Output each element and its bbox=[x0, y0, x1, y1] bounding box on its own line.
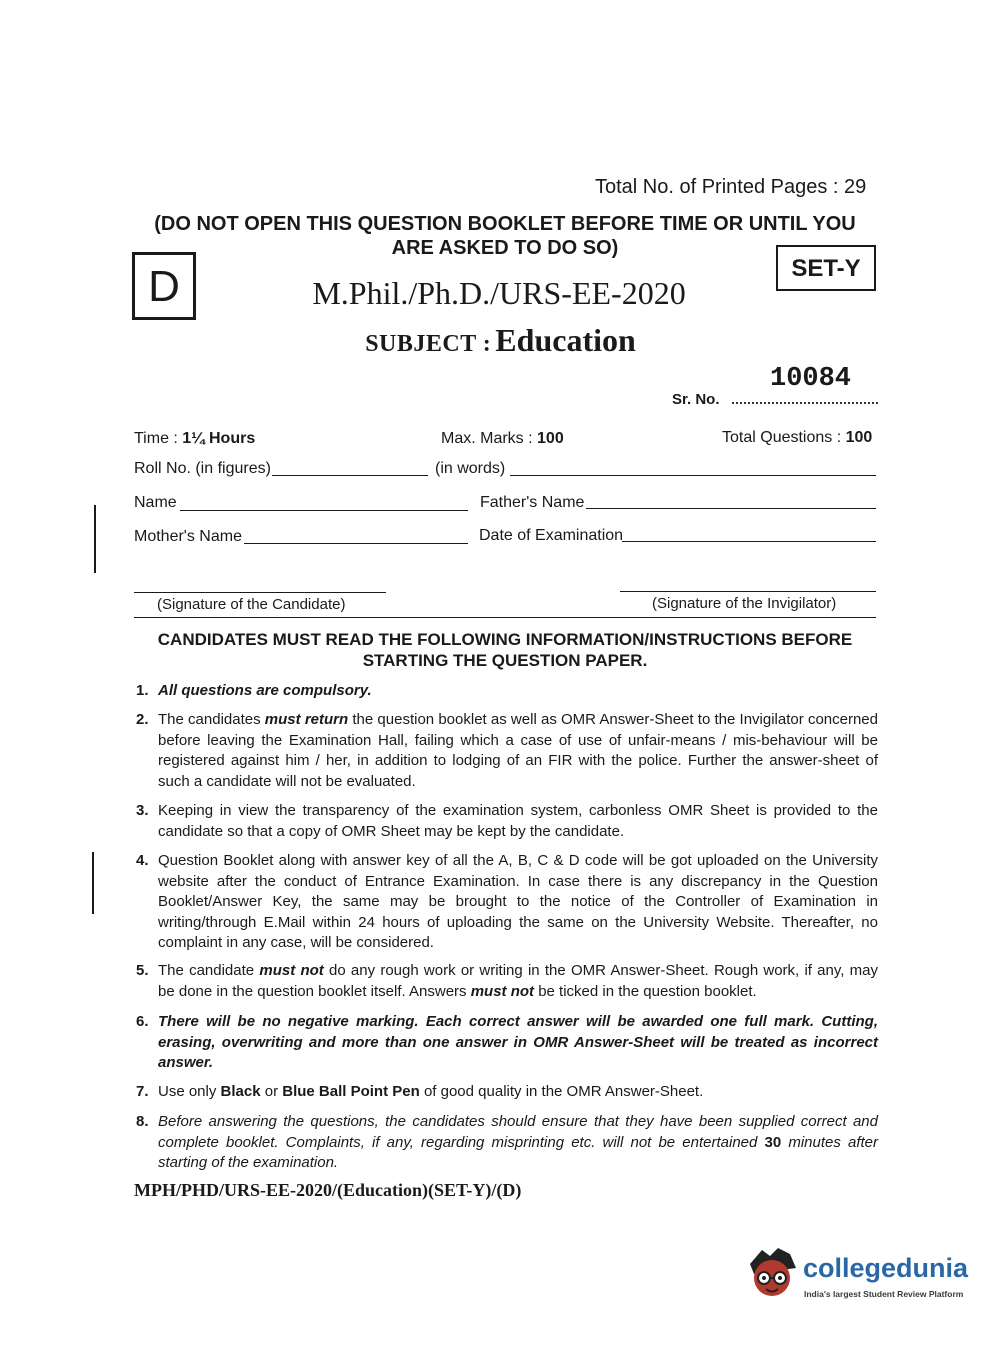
set-box: SET-Y bbox=[776, 245, 876, 291]
instruction-emphasis: must not bbox=[470, 982, 535, 1000]
candidate-signature-line[interactable] bbox=[134, 592, 386, 593]
logo-tagline: India's largest Student Review Platform bbox=[804, 1289, 964, 1299]
exam-title bbox=[0, 275, 1001, 312]
instruction-text bbox=[158, 1112, 878, 1174]
subject-value: Education bbox=[495, 322, 636, 358]
marks-field bbox=[441, 430, 564, 448]
instruction-text-part: or bbox=[260, 1083, 283, 1100]
instruction-text-part: do any rough work or writing in the OMR Answer-Sheet. Rough work, if any, may be done in the question booklet itself. Answers bbox=[158, 962, 878, 1000]
total-pages: Total No. of Printed Pages : 29 bbox=[595, 176, 867, 198]
instruction-text-part: The candidates bbox=[158, 711, 265, 728]
roll-figures-label: Roll No. (in figures) bbox=[134, 460, 271, 477]
serial-dotted-line bbox=[732, 402, 878, 404]
warning-notice bbox=[130, 212, 880, 260]
serial-label: Sr. No. bbox=[672, 391, 720, 408]
instruction-number: 6. bbox=[136, 1013, 149, 1030]
instruction-item bbox=[136, 1082, 878, 1103]
roll-figures-field[interactable] bbox=[272, 475, 428, 476]
instruction-number: 2. bbox=[136, 711, 149, 728]
instructions-heading-line-1: CANDIDATES MUST READ THE FOLLOWING INFORMATION/INSTRUCTIONS BEFORE bbox=[157, 630, 853, 649]
instruction-bold: 30 bbox=[764, 1133, 782, 1151]
name-label: Name bbox=[134, 494, 177, 511]
warning-line-2: ARE ASKED TO DO SO) bbox=[391, 237, 619, 259]
candidate-signature-label: (Signature of the Candidate) bbox=[157, 596, 346, 613]
mother-name-field[interactable] bbox=[244, 543, 468, 544]
serial-number: 10084 bbox=[770, 364, 852, 394]
instruction-item bbox=[136, 801, 878, 842]
paper-code: MPH/PHD/URS-EE-2020/(Education)(SET-Y)/(D) bbox=[134, 1180, 522, 1200]
mascot-graphic bbox=[744, 1244, 800, 1304]
time-label: Time : bbox=[134, 430, 183, 447]
subject-label: SUBJECT : bbox=[365, 331, 492, 357]
roll-words-label: (in words) bbox=[435, 460, 506, 477]
exam-date-field[interactable] bbox=[622, 541, 876, 542]
name-field[interactable] bbox=[180, 510, 468, 511]
instruction-text: Keeping in view the transparency of the examination system, carbonless OMR Sheet is provided to the candidate so that a copy of OMR Sheet may be kept by the candidate. bbox=[158, 802, 878, 840]
instruction-text-part: Before answering the questions, the candidates should ensure that they have been supplied correct and complete booklet. Complaints, if any, regarding misprinting etc. will not be entertained bbox=[158, 1113, 878, 1151]
instruction-number: 4. bbox=[136, 852, 149, 869]
instruction-number: 8. bbox=[136, 1113, 149, 1130]
instruction-text: There will be no negative marking. Each correct answer will be awarded one full mark. Cutting, erasing, overwriting and more than one answer in OMR Answer-Sheet will be treated as incorrect answer. bbox=[158, 1013, 878, 1071]
margin-mark bbox=[92, 852, 94, 914]
instruction-text-part: The candidate bbox=[158, 962, 260, 979]
time-value: 1¼ Hours bbox=[182, 430, 256, 447]
instruction-bold: Black bbox=[220, 1083, 261, 1100]
instruction-number: 3. bbox=[136, 802, 149, 819]
instruction-text-part: minutes after starting of the examination. bbox=[158, 1133, 878, 1171]
questions-label: Total Questions : bbox=[722, 429, 846, 446]
instruction-item bbox=[136, 1012, 878, 1074]
invigilator-signature-line[interactable] bbox=[620, 591, 876, 592]
instruction-text-part: of good quality in the OMR Answer-Sheet. bbox=[419, 1083, 704, 1100]
questions-value: 100 bbox=[845, 429, 873, 446]
roll-words-field[interactable] bbox=[510, 475, 876, 476]
instructions-heading bbox=[130, 629, 880, 671]
instruction-text bbox=[158, 710, 878, 792]
father-name-field[interactable] bbox=[586, 508, 876, 509]
instruction-number: 7. bbox=[136, 1083, 149, 1100]
subject-line bbox=[0, 322, 1001, 359]
instruction-text: Question Booklet along with answer key of all the A, B, C & D code will be got uploaded on the University website after the conduct of Entrance Examination. In case there is any discrepancy in the Question Booklet/Answer Key, the same may be brought to the notice of the Controller of Examination in writing/through E.Mail within 24 hours of uploading the same on the University Website. Thereafter, no complaint in any case, will be considered. bbox=[158, 852, 878, 951]
logo-wordmark: collegedunia bbox=[803, 1253, 969, 1283]
margin-mark bbox=[94, 505, 96, 573]
instruction-item bbox=[136, 961, 878, 1002]
instruction-number: 5. bbox=[136, 962, 149, 979]
instruction-text-part: be ticked in the question booklet. bbox=[534, 982, 757, 1000]
instruction-bold: Blue Ball Point Pen bbox=[282, 1083, 420, 1100]
mother-name-label: Mother's Name bbox=[134, 528, 242, 545]
instruction-emphasis: must return bbox=[264, 711, 349, 728]
instruction-item bbox=[136, 1112, 878, 1174]
exam-date-label: Date of Examination bbox=[479, 527, 624, 544]
instructions-heading-line-2: STARTING THE QUESTION PAPER. bbox=[362, 651, 648, 670]
instruction-text-part: the question booklet as well as OMR Answer-Sheet to the Invigilator concerned before leaving the Examination Hall, failing which a case of use of unfair-means / mis-behaviour will be registered against him / her, in addition to lodging of an FIR with the police. Further the answer-sheet of such a candidate will not be evaluated. bbox=[158, 711, 878, 790]
exam-title-text: M.Phil./Ph.D./URS-EE-2020 bbox=[312, 275, 686, 311]
warning-line-1: (DO NOT OPEN THIS QUESTION BOOKLET BEFORE TIME OR UNTIL YOU bbox=[154, 213, 856, 235]
invigilator-signature-label: (Signature of the Invigilator) bbox=[652, 595, 837, 612]
section-divider bbox=[134, 617, 876, 618]
instruction-emphasis: must not bbox=[259, 962, 324, 979]
instruction-item bbox=[136, 681, 878, 702]
father-name-label: Father's Name bbox=[480, 494, 585, 511]
time-field bbox=[134, 430, 255, 448]
booklet-code-box: D bbox=[132, 252, 196, 320]
student-mascot-icon bbox=[744, 1244, 800, 1304]
instruction-text bbox=[158, 1082, 878, 1103]
marks-label: Max. Marks : bbox=[441, 430, 538, 447]
instruction-text: All questions are compulsory. bbox=[158, 682, 372, 699]
questions-field bbox=[722, 429, 872, 447]
instruction-number: 1. bbox=[136, 682, 149, 699]
instruction-item bbox=[136, 851, 878, 954]
marks-value: 100 bbox=[537, 430, 564, 447]
instruction-text-part: Use only bbox=[158, 1083, 221, 1100]
instruction-text bbox=[158, 961, 878, 1002]
instruction-item bbox=[136, 710, 878, 792]
